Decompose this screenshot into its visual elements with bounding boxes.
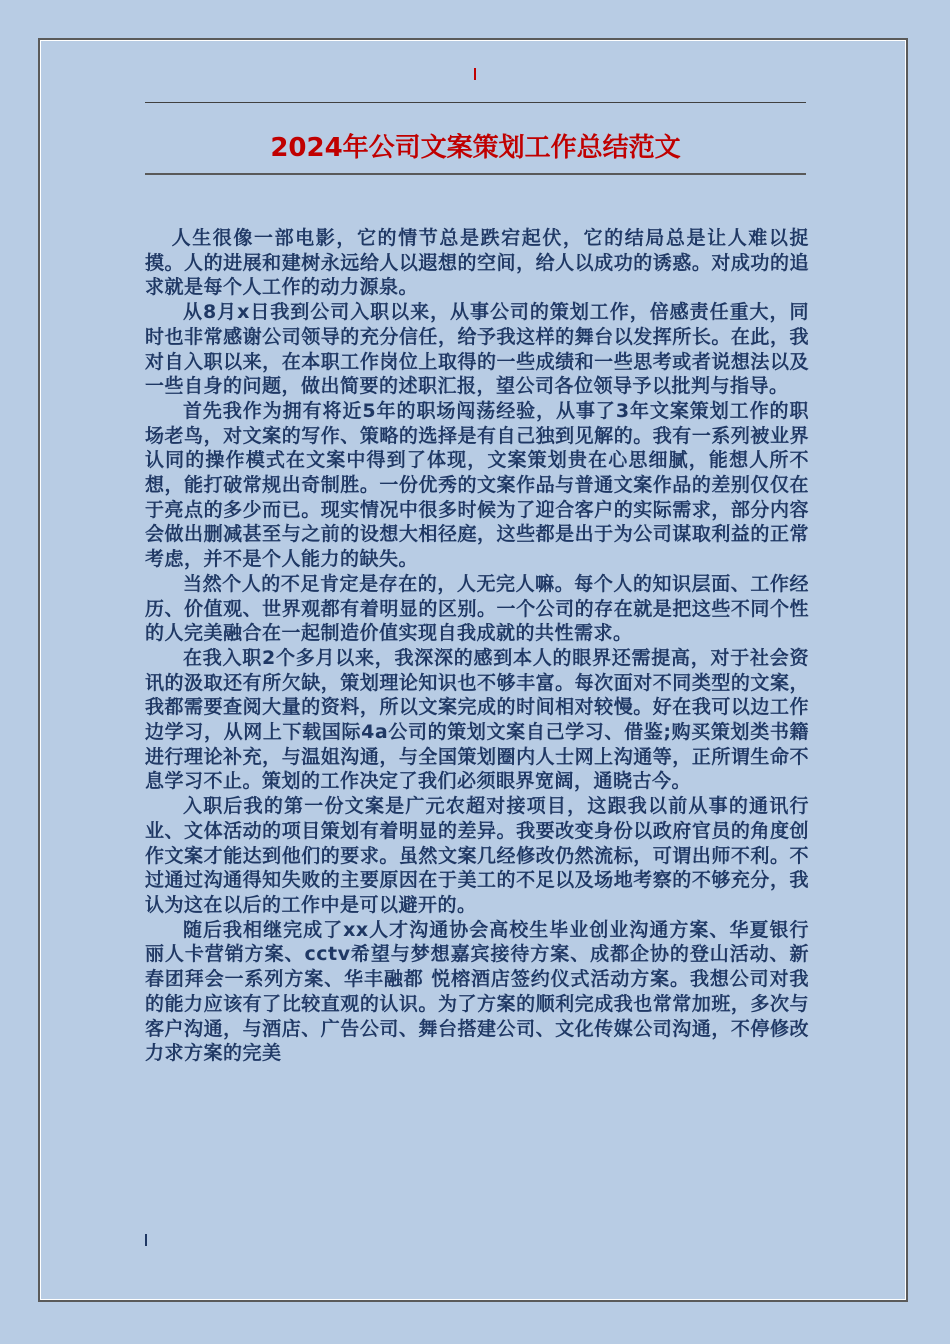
paragraph: 当然个人的不足肯定是存在的，人无完人嘛。每个人的知识层面、工作经历、价值观、世界观都有着明显的区别。一个公司的存在就是把这些不同个性的人完美融合在一起制造价值实现自我成就的共性需求。 — [145, 572, 809, 645]
paragraph: 入职后我的第一份文案是广元农超对接项目，这跟我以前从事的通讯行业、文体活动的项目策划有着明显的差异。我要改变身份以政府官员的角度创作文案才能达到他们的要求。虽然文案几经修改仍然流标，可谓出师不利。不过通过沟通得知失败的主要原因在于美工的不足以及场地考察的不够充分，我认为这在以后的工作中是可以避开的。 — [145, 795, 809, 916]
header-cursor-mark — [474, 68, 476, 80]
title-rule — [145, 173, 806, 175]
header-rule — [145, 102, 806, 103]
paragraph: 随后我相继完成了xx人才沟通协会高校生毕业创业沟通方案、华夏银行丽人卡营销方案、cctv希望与梦想嘉宾接待方案、成都企协的登山活动、新春团拜会一系列方案、华丰融都 悦榕酒店签约仪式活动方案。我想公司对我的能力应该有了比较直观的认识。为了方案的顺利完成我也常常加班，多次与客户沟通，与酒店、广告公司、舞台搭建公司、文化传媒公司沟通，不停修改力求方案的完美 — [145, 918, 809, 1065]
paragraph: 首先我作为拥有将近5年的职场闯荡经验，从事了3年文案策划工作的职场老鸟，对文案的写作、策略的选择是有自己独到见解的。我有一系列被业界认同的操作模式在文案中得到了体现，文案策划贵在心思细腻，能想人所不想，能打破常规出奇制胜。一份优秀的文案作品与普通文案作品的差别仅仅在于亮点的多少而已。现实情况中很多时候为了迎合客户的实际需求，部分内容会做出删减甚至与之前的设想大相径庭，这些都是出于为公司谋取利益的正常考虑，并不是个人能力的缺失。 — [145, 399, 809, 571]
paragraph: 人生很像一部电影，它的情节总是跌宕起伏，它的结局总是让人难以捉摸。人的进展和建树永远给人以遐想的空间，给人以成功的诱惑。对成功的追求就是每个人工作的动力源泉。 — [145, 227, 809, 299]
paragraph: 从8月x日我到公司入职以来，从事公司的策划工作，倍感责任重大，同时也非常感谢公司领导的充分信任，给予我这样的舞台以发挥所长。在此，我对自入职以来，在本职工作岗位上取得的一些成绩和一些思考或者说想法以及一些自身的问题，做出简要的述职汇报，望公司各位领导予以批判与指导。 — [145, 301, 809, 398]
footer-cursor-mark — [145, 1234, 147, 1246]
paragraph: 在我入职2个多月以来，我深深的感到本人的眼界还需提高，对于社会资讯的汲取还有所欠缺，策划理论知识也不够丰富。每次面对不同类型的文案，我都需要查阅大量的资料，所以文案完成的时间相对较慢。好在我可以边工作边学习，从网上下载国际4a公司的策划文案自己学习、借鉴;购买策划类书籍进行理论补充，与温姐沟通，与全国策划圈内人士网上沟通等，正所谓生命不息学习不止。策划的工作决定了我们必须眼界宽阔，通晓古今。 — [145, 646, 809, 793]
document-body — [145, 226, 809, 1066]
document-title: 2024年公司文案策划工作总结范文 — [270, 133, 681, 163]
